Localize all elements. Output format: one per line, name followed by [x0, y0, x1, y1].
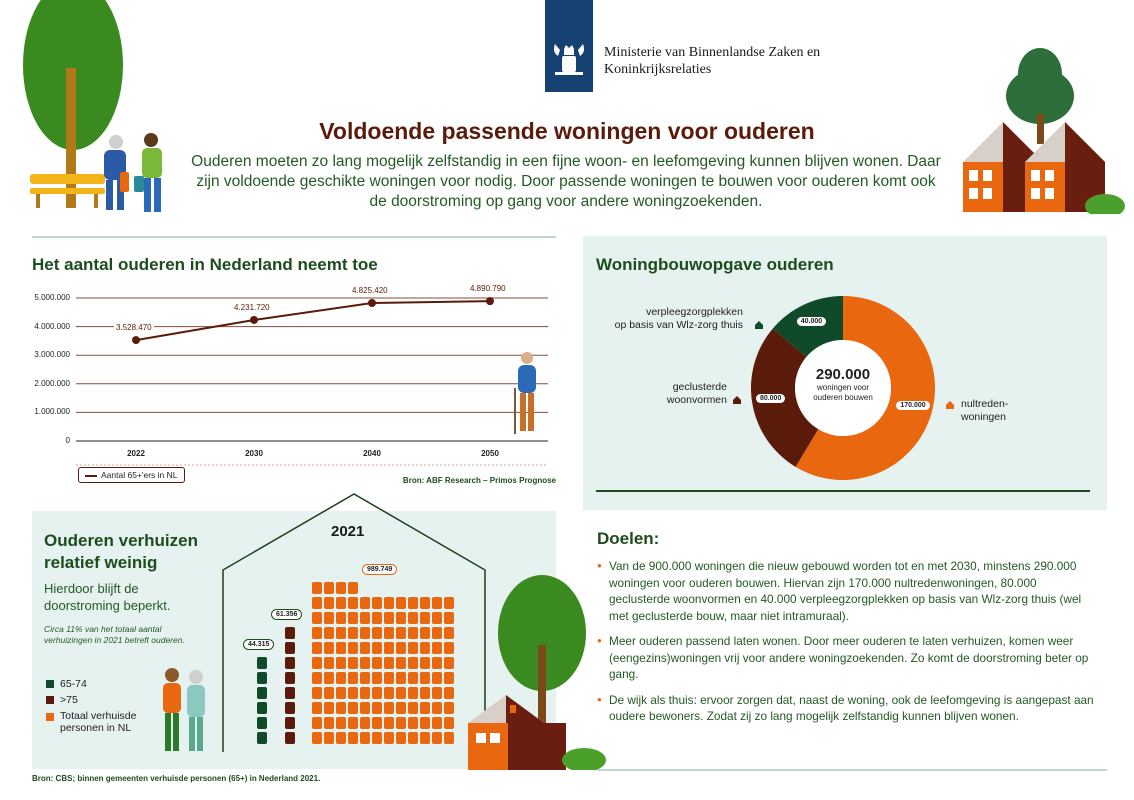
bar-tile	[257, 687, 267, 699]
label-verpleegzorg-line-1: verpleegzorgplekken	[646, 306, 743, 318]
label-geclusterd-line-1: geclusterde	[672, 381, 727, 393]
bar-tile	[432, 597, 442, 609]
bar-tile	[420, 597, 430, 609]
bar-tile	[312, 642, 322, 654]
park-illustration	[18, 0, 178, 220]
data-point	[250, 316, 258, 324]
bar-tile	[285, 657, 295, 669]
bar-tile	[285, 732, 295, 744]
bar-tile	[257, 732, 267, 744]
ministry-logo	[545, 0, 593, 92]
legend-swatch	[46, 696, 54, 704]
moves-note-line-2: verhuizingen in 2021 betreft ouderen.	[44, 635, 185, 645]
donut-title: Woningbouwopgave ouderen	[596, 255, 834, 274]
bar-tile	[324, 732, 334, 744]
bar-tile	[420, 642, 430, 654]
bar-tile	[408, 627, 418, 639]
legend-label: >75	[60, 694, 78, 706]
donut-center-line-1: woningen voor	[816, 383, 870, 392]
house-icon	[468, 695, 566, 770]
bar-tile	[408, 702, 418, 714]
moves-year: 2021	[331, 523, 365, 540]
bar-tile	[384, 672, 394, 684]
data-point	[132, 336, 140, 344]
legend-swatch	[46, 680, 54, 688]
legend-label-line-1: Totaal verhuisde	[60, 710, 137, 722]
data-point	[486, 297, 494, 305]
bar-tile	[432, 687, 442, 699]
bar-tile	[372, 702, 382, 714]
donut-center-value: 290.000	[815, 366, 871, 383]
bar-value-label: 61.356	[271, 609, 302, 620]
bar-tile	[372, 612, 382, 624]
crest-icon	[545, 0, 593, 92]
bar-tile	[444, 717, 454, 729]
legend-item-totaal	[46, 710, 136, 734]
moves-title-line-1: Ouderen verhuizen	[44, 531, 198, 550]
bar-tile	[396, 597, 406, 609]
bar-tile	[408, 597, 418, 609]
bar-tile	[396, 702, 406, 714]
bush-icon	[562, 748, 606, 770]
bar-tile	[348, 687, 358, 699]
bar-tile	[372, 732, 382, 744]
label-geclusterd	[637, 381, 727, 407]
data-label: 4.825.420	[352, 285, 388, 295]
bar-tile	[444, 642, 454, 654]
goal-item: ● Van de 900.000 woningen die nieuw gebouwd worden tot en met 2030, minstens 290.000 woningen voor ouderen bouwen. Hiervan zijn 170.000 nultredenwoningen, 80.000 geclusterde woonvormen en 40.000 verpleegzorgplekken op basis van Wlz-zorg thuis (wel met geclusterde bouw, maar niet intramuraal).	[597, 558, 1097, 624]
bar-tile	[348, 717, 358, 729]
y-tick-label: 1.000.000	[34, 407, 70, 417]
bar-tile	[444, 732, 454, 744]
bar-tile	[360, 612, 370, 624]
bar-tile	[312, 672, 322, 684]
x-tick-label: 2050	[481, 449, 499, 458]
bar-tile	[360, 702, 370, 714]
line-chart-svg	[32, 285, 556, 490]
bar-tile	[312, 612, 322, 624]
bar-tile	[257, 657, 267, 669]
label-verpleegzorg	[613, 306, 743, 332]
bar-tile	[324, 687, 334, 699]
donut-panel	[583, 236, 1107, 510]
slice-value-label: 80.000	[756, 394, 785, 403]
bar-tile	[336, 717, 346, 729]
y-tick-label: 5.000.000	[34, 293, 70, 302]
label-nultreden	[961, 398, 1008, 424]
bar-tile	[324, 672, 334, 684]
bar-tile	[360, 657, 370, 669]
bar-tile	[348, 657, 358, 669]
bar-tile	[420, 702, 430, 714]
bar-tile	[396, 717, 406, 729]
elderly-man-icon	[502, 350, 552, 440]
label-nultreden-line-1: nultreden-	[961, 398, 1009, 410]
slice-value-label: 170.000	[896, 401, 929, 410]
donut-center	[793, 366, 893, 403]
bar-tile	[372, 672, 382, 684]
ministry-line-1: Ministerie van Binnenlandse Zaken en	[604, 45, 821, 60]
bar-tile	[312, 627, 322, 639]
legend-swatch	[46, 713, 54, 721]
bar-tile	[348, 582, 358, 594]
bar-tile	[336, 627, 346, 639]
bar-value-label: 989.749	[362, 564, 397, 575]
tree-house-illustration	[466, 575, 611, 770]
data-label: 4.231.720	[234, 302, 270, 312]
bar-tile	[285, 702, 295, 714]
bar-tile	[444, 672, 454, 684]
bar-tile	[420, 657, 430, 669]
bar-tile	[396, 612, 406, 624]
bar-tile	[360, 732, 370, 744]
legend-line-swatch	[85, 475, 97, 477]
label-nultreden-line-2: woningen	[961, 411, 1006, 423]
elderly-woman-icon	[104, 135, 129, 210]
data-point	[368, 299, 376, 307]
bar-value-label: 44.315	[243, 639, 274, 650]
bar-tile	[372, 642, 382, 654]
panel-rule	[596, 490, 1090, 492]
bar-tile	[372, 687, 382, 699]
y-tick-label: 3.000.000	[34, 350, 70, 360]
bar-tile	[432, 627, 442, 639]
series-line	[136, 301, 490, 340]
moves-legend	[46, 678, 136, 734]
legend-label	[60, 710, 136, 734]
bar-tile	[324, 702, 334, 714]
bar-tile	[372, 657, 382, 669]
house-marker-icon	[946, 401, 954, 409]
bar-tile	[312, 702, 322, 714]
bar-tile	[312, 717, 322, 729]
moves-subtitle-line-1: Hierdoor blijft de	[44, 581, 139, 596]
bar-tile	[384, 612, 394, 624]
goals-title: Doelen:	[597, 529, 660, 548]
moves-subtitle	[44, 580, 170, 614]
bar-tile	[360, 627, 370, 639]
bar-tile	[444, 597, 454, 609]
bar-tile	[285, 687, 295, 699]
y-tick-label: 0	[65, 436, 70, 445]
moves-note-line-1: Circa 11% van het totaal aantal	[44, 624, 162, 634]
bar-tile	[372, 597, 382, 609]
bar-tile	[285, 672, 295, 684]
bar-tile	[432, 612, 442, 624]
bar-tile	[312, 597, 322, 609]
moves-title-line-2: relatief weinig	[44, 553, 158, 572]
bar-tile	[444, 627, 454, 639]
line-chart	[32, 285, 556, 490]
bar-tile	[336, 612, 346, 624]
bar-tile	[432, 732, 442, 744]
bar-tile	[408, 717, 418, 729]
line-chart-title: Het aantal ouderen in Nederland neemt toe	[32, 255, 378, 274]
goal-item: ● Meer ouderen passend laten wonen. Door meer ouderen te laten verhuizen, komen weer (eengezins)woningen vrij voor andere woningzoekenden. Zo komt de doorstroming beter op gang.	[597, 633, 1097, 683]
moves-source: Bron: CBS; binnen gemeenten verhuisde personen (65+) in Nederland 2021.	[32, 774, 321, 783]
bar-tile	[396, 642, 406, 654]
bar-tile	[372, 627, 382, 639]
y-tick-label: 4.000.000	[34, 321, 70, 331]
bar-tile	[384, 642, 394, 654]
bar-tile	[360, 672, 370, 684]
bar-tile	[396, 657, 406, 669]
bar-tile	[324, 657, 334, 669]
bar-tile	[336, 702, 346, 714]
y-tick-label: 2.000.000	[34, 378, 70, 388]
bar-tile	[384, 597, 394, 609]
line-legend	[78, 467, 185, 483]
bar-tile	[312, 732, 322, 744]
legend-item-65-74	[46, 678, 136, 690]
bar-tile	[324, 717, 334, 729]
page-title: Voldoende passende woningen voor ouderen	[319, 118, 815, 144]
donut-center-line-2: ouderen bouwen	[813, 393, 873, 402]
bar-tile	[336, 672, 346, 684]
bar-tile	[420, 627, 430, 639]
divider	[597, 769, 1107, 771]
bar-tile	[396, 627, 406, 639]
bar-tile	[324, 642, 334, 654]
bar-tile	[420, 717, 430, 729]
bar-tile	[336, 687, 346, 699]
ministry-name	[604, 44, 864, 78]
bar-tile	[432, 672, 442, 684]
bar-tile	[348, 732, 358, 744]
bar-tile	[432, 657, 442, 669]
legend-label: Aantal 65+'ers in NL	[101, 470, 178, 480]
bar-tile	[360, 597, 370, 609]
bar-tile	[420, 732, 430, 744]
bar-tile	[420, 672, 430, 684]
bar-tile	[336, 657, 346, 669]
bar-tile	[396, 732, 406, 744]
bar-tile	[444, 657, 454, 669]
bar-tile	[384, 627, 394, 639]
bar-tile	[444, 612, 454, 624]
bar-tile	[408, 672, 418, 684]
bar-tile	[408, 612, 418, 624]
bar-tile	[348, 597, 358, 609]
bar-tile	[348, 702, 358, 714]
bar-tile	[360, 642, 370, 654]
bar-tile	[348, 672, 358, 684]
bar-tile	[384, 732, 394, 744]
bar-tile	[384, 702, 394, 714]
label-geclusterd-line-2: woonvormen	[666, 394, 727, 406]
moves-note	[44, 624, 185, 646]
slice-value-label: 40.000	[797, 317, 826, 326]
bar-tile	[312, 657, 322, 669]
goal-item: ● De wijk als thuis: ervoor zorgen dat, naast de woning, ook de leefomgeving is aangepast aan oudere bewoners. Zodat zij zo lang mogelijk zelfstandig kunnen blijven wonen.	[597, 692, 1097, 725]
bar-tile	[360, 717, 370, 729]
bar-tile	[324, 627, 334, 639]
divider	[32, 236, 556, 238]
bar-tile	[432, 717, 442, 729]
bar-tile	[348, 627, 358, 639]
bar-tile	[257, 717, 267, 729]
bar-tile	[384, 657, 394, 669]
house-marker-icon	[733, 396, 741, 404]
legend-label: 65-74	[60, 678, 87, 690]
bar-tile	[285, 717, 295, 729]
bar-tile	[384, 687, 394, 699]
bar-tile	[257, 702, 267, 714]
data-label: 4.890.790	[470, 284, 506, 294]
bar-tile	[360, 687, 370, 699]
bar-tile	[324, 612, 334, 624]
bar-tile	[285, 642, 295, 654]
line-chart-source: Bron: ABF Research – Primos Prognose	[402, 476, 556, 485]
bar-tile	[396, 672, 406, 684]
bar-tile	[408, 642, 418, 654]
bar-tile	[432, 702, 442, 714]
house-marker-icon	[755, 321, 763, 329]
intro-text: Ouderen moeten zo lang mogelijk zelfstandig in een fijne woon- en leefomgeving kunnen blijven wonen. Daar zijn voldoende geschikte woningen voor nodig. Door passende woningen te bouwen voor ouderen komt ook de doorstroming op gang voor andere woningzoekenden.	[191, 153, 941, 210]
moves-bar-chart	[220, 492, 488, 754]
bar-tile	[432, 642, 442, 654]
legend-item-75-plus	[46, 694, 136, 706]
bar-tile	[336, 642, 346, 654]
bar-tile	[348, 642, 358, 654]
x-tick-label: 2022	[127, 449, 145, 458]
bar-tile	[336, 582, 346, 594]
bar-tile	[336, 732, 346, 744]
bar-tile	[257, 672, 267, 684]
goals-list	[597, 558, 1097, 734]
bar-tile	[324, 597, 334, 609]
bar-tile	[420, 687, 430, 699]
bar-tile	[348, 612, 358, 624]
x-tick-label: 2030	[245, 449, 263, 458]
legend-label-line-2: personen in NL	[60, 722, 132, 734]
bar-tile	[408, 732, 418, 744]
bar-tile	[396, 687, 406, 699]
bar-tile	[285, 627, 295, 639]
moves-title	[44, 530, 198, 574]
bar-tile	[372, 717, 382, 729]
elderly-couple-icon	[152, 665, 218, 755]
bar-tile	[336, 597, 346, 609]
label-verpleegzorg-line-2: op basis van Wlz-zorg thuis	[614, 319, 743, 331]
bar-tile	[444, 687, 454, 699]
bar-tile	[444, 702, 454, 714]
bar-tile	[408, 687, 418, 699]
bar-tile	[408, 657, 418, 669]
bar-tile	[312, 582, 322, 594]
bar-tile	[420, 612, 430, 624]
bar-tile	[312, 687, 322, 699]
x-tick-label: 2040	[363, 449, 381, 458]
bar-tile	[324, 582, 334, 594]
data-label: 3.528.470	[116, 323, 152, 333]
ministry-line-2: Koninkrijksrelaties	[604, 62, 712, 77]
bar-tile	[384, 717, 394, 729]
moves-subtitle-line-2: doorstroming beperkt.	[44, 598, 171, 613]
